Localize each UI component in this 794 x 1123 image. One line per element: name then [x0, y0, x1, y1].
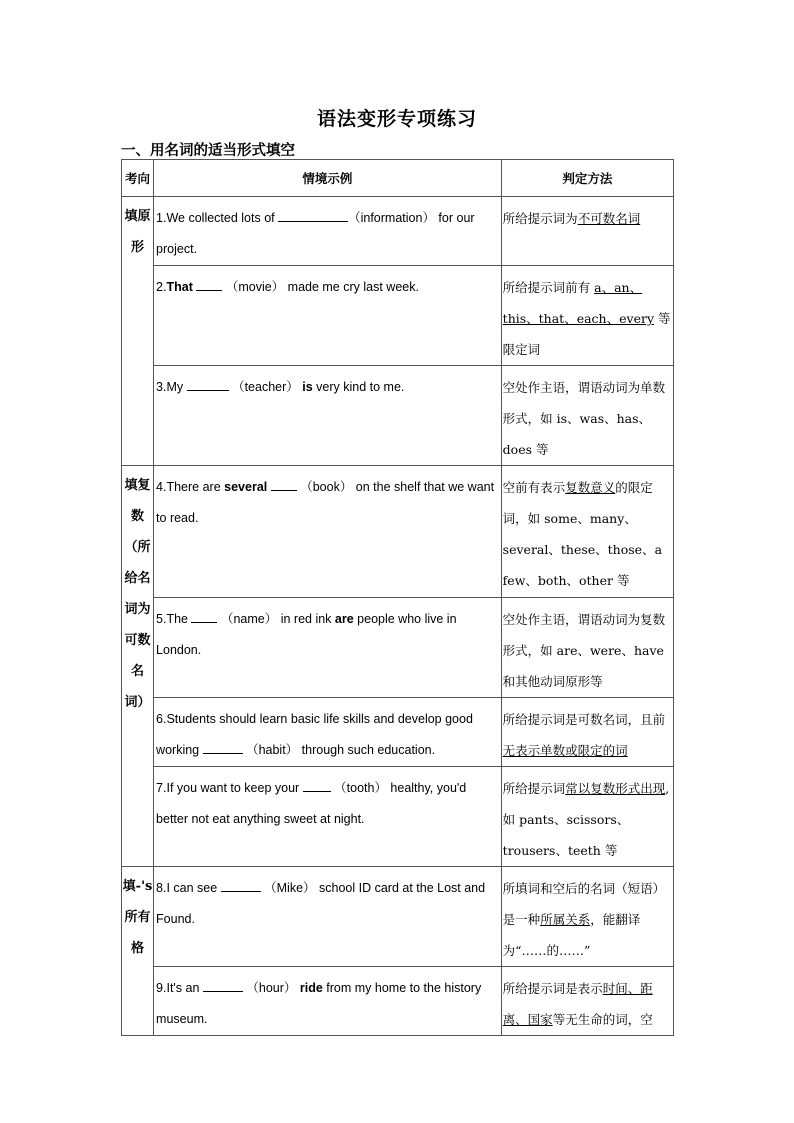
header-example: 情境示例	[154, 160, 502, 197]
table-row	[122, 867, 674, 967]
example-cell	[154, 967, 502, 1036]
example-text: 4.There are	[156, 480, 225, 494]
hint-word: （tooth）	[330, 781, 391, 795]
key-word: That	[166, 280, 193, 294]
example-text: 1.We collected lots of	[156, 211, 279, 225]
hint-word: （name）	[217, 612, 281, 626]
method-text: ,如 pants、scissors、trousers、teeth 等	[502, 781, 670, 858]
header-category: 考向	[122, 160, 154, 197]
method-text: 所给提示词是表示	[502, 981, 603, 996]
method-text: 所给提示词前有	[502, 280, 595, 295]
table-row	[122, 767, 674, 867]
method-text: 所填词和空后的名词（短语）是一种	[502, 881, 666, 927]
method-text: 的限定词，如 some、many、several、these、those、a few、both、other 等	[502, 480, 663, 588]
example-text: 2.	[156, 280, 167, 294]
example-text: from my home to the history museum.	[156, 981, 482, 1026]
hint-word: （habit）	[242, 743, 302, 757]
table-row	[122, 598, 674, 698]
grammar-table	[121, 159, 674, 1036]
answer-blank[interactable]	[191, 611, 217, 623]
method-cell: 空处作主语，谓语动词为复数形式，如 are、were、have 和其他动词原形等	[501, 598, 673, 698]
hint-word: （book）	[296, 480, 356, 494]
page-title: 语法变形专项练习	[316, 108, 477, 130]
method-underline: 无表示单数或限定的词	[502, 743, 628, 758]
example-text: 7.If you want to keep your	[156, 781, 303, 795]
method-text: 等限定词	[502, 311, 671, 357]
example-cell	[154, 366, 502, 466]
table-header-row	[122, 160, 674, 197]
example-text: school ID card at the Lost and Found.	[156, 881, 486, 926]
example-text: very kind to me.	[312, 380, 405, 394]
hint-word: （hour）	[242, 981, 300, 995]
example-text: healthy, you'd better not eat anything sweet at night.	[156, 781, 467, 826]
method-text: 所给提示词	[502, 781, 566, 796]
answer-blank[interactable]	[196, 279, 222, 291]
example-cell	[154, 266, 502, 366]
example-text: 3.My	[156, 380, 187, 394]
example-text: people who live in London.	[156, 612, 457, 657]
example-text: 8.I can see	[156, 881, 221, 895]
answer-blank[interactable]	[278, 210, 348, 222]
method-underline: 所属关系	[540, 912, 591, 927]
method-underline: 不可数名词	[577, 211, 641, 226]
category-possessive: 填-'s所有格	[122, 867, 154, 1036]
hint-word: （information）	[348, 211, 435, 225]
header-method: 判定方法	[501, 160, 673, 197]
section-heading: 一、用名词的适当形式填空	[121, 142, 295, 159]
table-row	[122, 967, 674, 1036]
table-row	[122, 197, 674, 266]
method-underline: 复数意义	[565, 480, 616, 495]
category-plural: 填复数（所给名词为可数名词）	[122, 466, 154, 867]
category-base-form: 填原形	[122, 197, 154, 466]
example-cell	[154, 698, 502, 767]
table-row	[122, 366, 674, 466]
example-cell	[154, 767, 502, 867]
method-cell	[501, 967, 673, 1036]
method-cell	[501, 867, 673, 967]
key-word: several	[224, 480, 268, 494]
hint-word: （movie）	[222, 280, 288, 294]
method-cell	[501, 698, 673, 767]
method-text: 空前有表示	[502, 480, 566, 495]
key-word: is	[302, 380, 313, 394]
method-underline: a、an、this、that、each、every	[502, 280, 655, 326]
example-text: in red ink	[280, 612, 335, 626]
example-text: through such education.	[301, 743, 436, 757]
table-row	[122, 466, 674, 598]
hint-word: （Mike）	[260, 881, 320, 895]
answer-blank[interactable]	[221, 880, 261, 892]
answer-blank[interactable]	[187, 379, 229, 391]
method-cell	[501, 266, 673, 366]
example-cell	[154, 598, 502, 698]
table-row	[122, 698, 674, 767]
example-text: 5.The	[156, 612, 192, 626]
method-underline: 常以复数形式出现	[565, 781, 666, 796]
method-text: 所给提示词是可数名词，且前	[502, 712, 666, 727]
example-text: made me cry last week.	[287, 280, 419, 294]
method-underline: 时间、距离、国家	[502, 981, 653, 1027]
example-cell	[154, 466, 502, 598]
hint-word: （teacher）	[228, 380, 303, 394]
answer-blank[interactable]	[303, 780, 331, 792]
example-text: 6.Students should learn basic life skills and develop good working	[156, 712, 473, 757]
method-cell	[501, 767, 673, 867]
key-word: ride	[299, 981, 323, 995]
method-text: 等无生命的词，空	[552, 1012, 653, 1027]
method-cell	[501, 197, 673, 266]
method-text: 所给提示词为	[502, 211, 578, 226]
answer-blank[interactable]	[203, 980, 243, 992]
method-cell	[501, 466, 673, 598]
answer-blank[interactable]	[203, 742, 243, 754]
example-text: for our project.	[156, 211, 475, 256]
answer-blank[interactable]	[271, 479, 297, 491]
example-text: on the shelf that we want to read.	[156, 480, 495, 525]
example-text: 9.It's an	[156, 981, 203, 995]
example-cell	[154, 197, 502, 266]
method-text: ，能翻译为“……的……”	[502, 912, 641, 958]
example-cell	[154, 867, 502, 967]
method-cell: 空处作主语，谓语动词为单数形式，如 is、was、has、does 等	[501, 366, 673, 466]
key-word: are	[334, 612, 354, 626]
table-row	[122, 266, 674, 366]
